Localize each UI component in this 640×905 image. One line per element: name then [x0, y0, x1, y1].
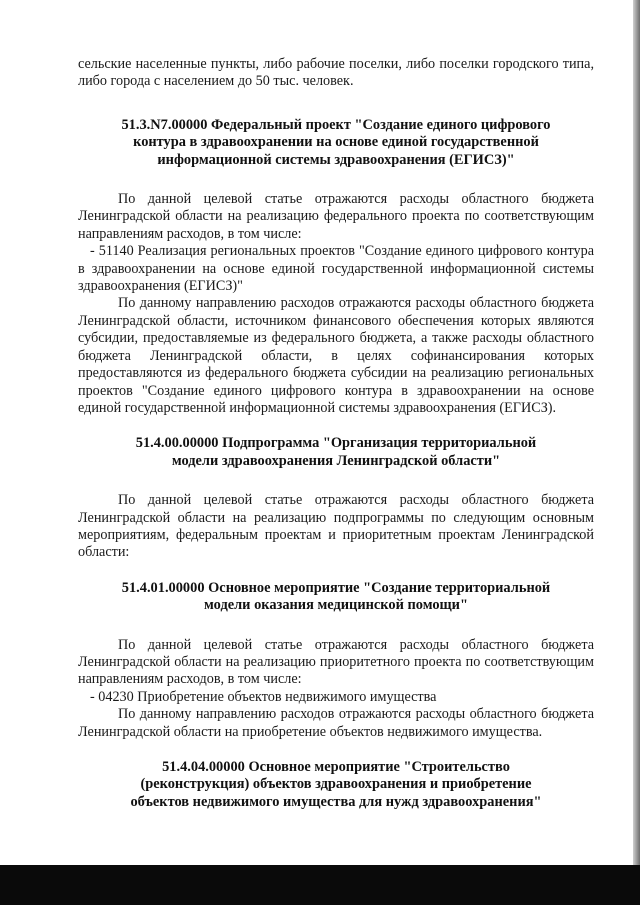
heading-line: объектов недвижимого имущества для нужд здравоохранения": [130, 793, 542, 810]
heading-line: 51.4.01.00000 Основное мероприятие "Создание территориальной: [121, 579, 551, 596]
paragraph: По данному направлению расходов отражаются расходы областного бюджета Ленинградской области на приобретение объектов недвижимого имущества.: [78, 706, 594, 740]
scan-right-edge: [633, 0, 640, 905]
heading-line: 51.3.N7.00000 Федеральный проект "Создание единого цифрового: [121, 116, 551, 133]
heading-line: 51.4.04.00000 Основное мероприятие "Строительство: [162, 759, 510, 775]
heading-line: модели здравоохранения Ленинградской области": [171, 452, 501, 469]
list-item: - 51140 Реализация региональных проектов "Создание единого цифрового контура в здравоохранении на основе единой государственной информационной системы здравоохранения (ЕГИСЗ)": [78, 243, 594, 295]
heading-line: контура в здравоохранении на основе единой государственной: [133, 134, 539, 151]
heading-line: модели оказания медицинской помощи": [204, 597, 468, 614]
intro-paragraph: сельские населенные пункты, либо рабочие поселки, либо поселки городского типа, либо города с населением до 50 тыс. человек.: [78, 56, 594, 90]
paragraph: По данному направлению расходов отражаются расходы областного бюджета Ленинградской области, источником финансового обеспечения которых являются субсидии, предоставляемые из федерального бюджета, а также расходы областного бюджета Ленинградской области, в целях софинансирования которых предоставляются из федерального бюджета субсидии на реализацию региональных проектов "Создание единого цифрового контура в здравоохранении на основе единой государственной информационной системы здравоохранения (ЕГИСЗ).: [78, 295, 594, 416]
section-heading-51-3-n7: [78, 117, 594, 169]
paragraph: По данной целевой статье отражаются расходы областного бюджета Ленинградской области на реализацию приоритетного проекта по соответствующим направлениям расходов, в том числе:: [78, 636, 594, 688]
section-heading-51-4-04: [78, 759, 594, 811]
document-body: [78, 56, 594, 811]
section-heading-51-4-00: [78, 435, 594, 470]
paragraph: По данной целевой статье отражаются расходы областного бюджета Ленинградской области на реализацию федерального проекта по соответствующим направлениям расходов, в том числе:: [78, 191, 594, 242]
list-item: - 04230 Приобретение объектов недвижимого имущества: [90, 688, 437, 705]
section-heading-51-4-01: [78, 580, 594, 615]
paragraph: По данной целевой статье отражаются расходы областного бюджета Ленинградской области на реализацию подпрограммы по следующим основным мероприятиям, федеральным проектам и приоритетным проектам Ленинградской области:: [78, 492, 594, 561]
heading-line: 51.4.00.00000 Подпрограмма "Организация территориальной: [135, 435, 537, 452]
scan-bottom-edge: [0, 865, 640, 905]
heading-line: информационной системы здравоохранения (ЕГИСЗ)": [157, 151, 515, 168]
heading-line: (реконструкция) объектов здравоохранения и приобретение: [140, 776, 532, 793]
